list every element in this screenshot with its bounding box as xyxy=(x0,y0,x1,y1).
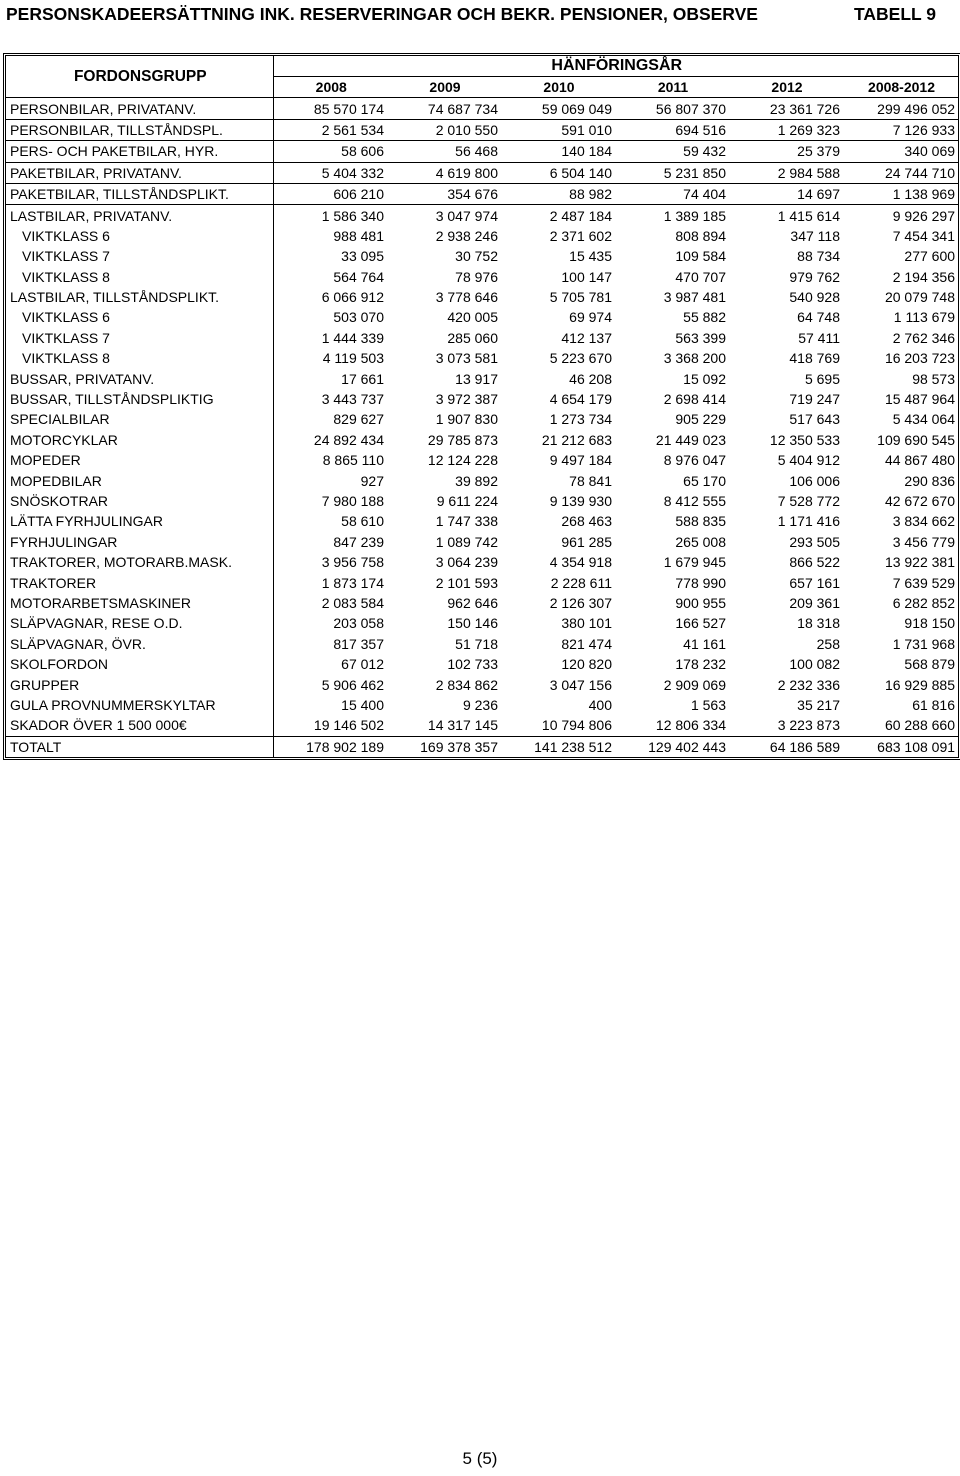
table-cell: 13 917 xyxy=(455,370,498,387)
claims-table xyxy=(6,56,958,757)
table-cell: 6 066 912 xyxy=(321,289,384,306)
table-cell: 2 487 184 xyxy=(549,207,612,224)
table-cell: 563 399 xyxy=(675,329,726,346)
table-cell: 1 113 679 xyxy=(893,309,956,326)
table-cell: 39 892 xyxy=(455,472,498,489)
row-label: MOTORCYKLAR xyxy=(6,430,273,450)
table-cell: 24 744 710 xyxy=(843,162,958,183)
table-cell: 9 139 930 xyxy=(549,493,612,509)
table-cell: 9 926 297 xyxy=(892,207,956,224)
table-row xyxy=(6,246,958,266)
column-header-year: 2009 xyxy=(387,77,501,98)
table-cell: 1 089 742 xyxy=(435,533,498,550)
table-cell: 57 411 xyxy=(798,329,840,346)
table-cell: 64 748 xyxy=(797,309,840,326)
table-cell: 2 083 584 xyxy=(321,594,384,611)
table-cell: 8 865 110 xyxy=(322,452,384,469)
table-cell: 258 xyxy=(816,635,840,652)
table-row xyxy=(6,226,958,246)
table-cell: 293 505 xyxy=(789,533,840,550)
table-cell: 140 184 xyxy=(501,141,615,162)
table-cell: 3 073 581 xyxy=(435,350,498,367)
table-cell: 18 318 xyxy=(797,615,840,632)
table-cell: 8 412 555 xyxy=(663,493,726,509)
table-row xyxy=(6,368,958,388)
table-cell: 150 146 xyxy=(447,615,498,632)
row-label: SKADOR ÖVER 1 500 000€ xyxy=(6,715,273,736)
table-row xyxy=(6,552,958,572)
row-label: MOPEDBILAR xyxy=(6,470,273,490)
table-cell: 918 150 xyxy=(904,615,956,632)
table-cell: 21 212 683 xyxy=(541,431,612,448)
row-label: SLÄPVAGNAR, ÖVR. xyxy=(6,634,273,654)
table-cell: 829 627 xyxy=(333,411,384,428)
table-cell: 821 474 xyxy=(561,635,612,652)
table-cell: 1 415 614 xyxy=(777,207,840,224)
row-label: VIKTKLASS 7 xyxy=(6,328,273,348)
table-cell: 23 361 726 xyxy=(729,98,843,119)
table-cell: 517 643 xyxy=(789,411,840,428)
total-cell: 129 402 443 xyxy=(615,736,729,757)
row-label: VIKTKLASS 6 xyxy=(6,226,273,246)
table-cell: 568 879 xyxy=(904,656,956,673)
table-cell: 3 778 646 xyxy=(435,289,498,306)
total-cell: 683 108 091 xyxy=(843,736,958,757)
table-row xyxy=(6,287,958,307)
table-cell: 1 269 323 xyxy=(729,119,843,140)
table-cell: 85 570 174 xyxy=(273,98,387,119)
table-row xyxy=(6,674,958,694)
table-row xyxy=(6,593,958,613)
total-label: TOTALT xyxy=(6,736,273,757)
table-cell: 6 504 140 xyxy=(501,162,615,183)
table-cell: 24 892 434 xyxy=(313,431,384,448)
table-cell: 2 984 588 xyxy=(729,162,843,183)
table-row xyxy=(6,654,958,674)
table-cell: 265 008 xyxy=(675,533,726,550)
table-cell: 3 064 239 xyxy=(435,554,498,571)
table-cell: 4 619 800 xyxy=(387,162,501,183)
table-row xyxy=(6,634,958,654)
table-cell: 1 563 xyxy=(690,696,726,713)
table-row xyxy=(6,267,958,287)
row-label: GRUPPER xyxy=(6,674,273,694)
row-label: TRAKTORER xyxy=(6,572,273,592)
table-cell: 7 639 529 xyxy=(892,574,956,591)
table-cell: 74 404 xyxy=(615,183,729,204)
table-body xyxy=(6,98,958,736)
table-row xyxy=(6,119,958,140)
column-header-year-group: HÄNFÖRINGSÅR xyxy=(551,57,683,74)
table-cell: 2 194 356 xyxy=(892,268,956,285)
table-cell: 8 976 047 xyxy=(663,452,726,469)
table-row xyxy=(6,98,958,119)
table-cell: 2 126 307 xyxy=(549,594,612,611)
table-cell: 14 697 xyxy=(729,183,843,204)
table-cell: 962 646 xyxy=(447,594,498,611)
table-cell: 3 047 156 xyxy=(549,676,612,693)
table-cell: 51 718 xyxy=(455,635,498,652)
table-cell: 7 454 341 xyxy=(892,227,956,244)
table-cell: 1 907 830 xyxy=(435,411,498,428)
table-cell: 2 938 246 xyxy=(435,227,498,244)
table-cell: 470 707 xyxy=(675,268,726,285)
table-cell: 9 611 224 xyxy=(436,493,498,509)
row-label: VIKTKLASS 6 xyxy=(6,307,273,327)
table-cell: 16 929 885 xyxy=(884,676,956,693)
table-cell: 847 239 xyxy=(333,533,384,550)
table-cell: 5 705 781 xyxy=(549,289,612,306)
table-cell: 5 223 670 xyxy=(549,350,612,367)
table-cell: 412 137 xyxy=(561,329,612,346)
table-cell: 61 816 xyxy=(912,696,956,713)
page-header xyxy=(6,2,956,26)
table-cell: 418 769 xyxy=(789,350,840,367)
table-cell: 694 516 xyxy=(615,119,729,140)
total-cell: 141 238 512 xyxy=(501,736,615,757)
table-cell: 78 976 xyxy=(455,268,498,285)
table-cell: 6 282 852 xyxy=(892,594,956,611)
table-cell: 979 762 xyxy=(789,268,840,285)
table-cell: 1 586 340 xyxy=(321,207,384,224)
table-cell: 503 070 xyxy=(333,309,384,326)
table-cell: 2 561 534 xyxy=(273,119,387,140)
table-cell: 69 974 xyxy=(569,309,612,326)
table-cell: 7 126 933 xyxy=(843,119,958,140)
table-cell: 3 956 758 xyxy=(321,554,384,571)
table-cell: 290 836 xyxy=(904,472,956,489)
table-row xyxy=(6,205,958,226)
table-cell: 4 654 179 xyxy=(549,391,612,408)
row-label: MOTORARBETSMASKINER xyxy=(6,593,273,613)
table-cell: 209 361 xyxy=(789,594,840,611)
table-cell: 3 368 200 xyxy=(663,350,726,367)
header-row-1 xyxy=(6,56,958,77)
table-cell: 4 119 503 xyxy=(322,350,384,367)
table-cell: 29 785 873 xyxy=(427,431,498,448)
total-cell: 169 378 357 xyxy=(387,736,501,757)
table-cell: 1 747 338 xyxy=(435,513,498,530)
row-label: SLÄPVAGNAR, RESE O.D. xyxy=(6,613,273,633)
table-cell: 277 600 xyxy=(904,248,956,265)
table-cell: 15 400 xyxy=(341,696,384,713)
table-cell: 1 138 969 xyxy=(843,183,958,204)
table-cell: 74 687 734 xyxy=(387,98,501,119)
table-cell: 354 676 xyxy=(387,183,501,204)
table-cell: 19 146 502 xyxy=(313,717,384,734)
table-cell: 4 354 918 xyxy=(549,554,612,571)
table-row xyxy=(6,572,958,592)
row-label: PAKETBILAR, TILLSTÅNDSPLIKT. xyxy=(6,183,273,204)
table-cell: 591 010 xyxy=(501,119,615,140)
table-cell: 340 069 xyxy=(843,141,958,162)
table-cell: 88 982 xyxy=(501,183,615,204)
table-cell: 3 456 779 xyxy=(892,533,956,550)
table-cell: 109 690 545 xyxy=(877,431,956,448)
table-row xyxy=(6,695,958,715)
table-cell: 564 764 xyxy=(333,268,384,285)
table-cell: 927 xyxy=(360,472,384,489)
total-cell: 178 902 189 xyxy=(273,736,387,757)
table-cell: 100 147 xyxy=(561,268,612,285)
table-cell: 55 882 xyxy=(683,309,726,326)
table-cell: 988 481 xyxy=(333,227,384,244)
table-cell: 12 350 533 xyxy=(769,431,840,448)
table-row xyxy=(6,348,958,368)
table-cell: 285 060 xyxy=(447,329,498,346)
table-row xyxy=(6,511,958,531)
page-title: PERSONSKADEERSÄTTNING INK. RESERVERINGAR OCH BEKR. PENSIONER, OBSERVE xyxy=(6,4,758,24)
table-cell: 9 497 184 xyxy=(549,452,612,469)
table-cell: 808 894 xyxy=(675,227,726,244)
table-row xyxy=(6,389,958,409)
row-label: VIKTKLASS 8 xyxy=(6,267,273,287)
table-cell: 46 208 xyxy=(569,370,612,387)
table-cell: 5 404 332 xyxy=(273,162,387,183)
table-cell: 20 079 748 xyxy=(884,289,956,306)
table-cell: 33 095 xyxy=(341,248,384,265)
table-cell: 866 522 xyxy=(789,554,840,571)
table-cell: 106 006 xyxy=(789,472,840,489)
table-cell: 109 584 xyxy=(675,248,726,265)
table-cell: 12 124 228 xyxy=(427,452,498,469)
table-cell: 42 672 670 xyxy=(884,493,956,509)
row-label: SNÖSKOTRAR xyxy=(6,491,273,511)
table-cell: 1 389 185 xyxy=(663,207,726,224)
table-cell: 67 012 xyxy=(341,656,384,673)
row-label: BUSSAR, TILLSTÅNDSPLIKTIG xyxy=(6,389,273,409)
table-cell: 12 806 334 xyxy=(655,717,726,734)
table-row xyxy=(6,470,958,490)
table-cell: 299 496 052 xyxy=(843,98,958,119)
table-row xyxy=(6,532,958,552)
table-cell: 1 273 734 xyxy=(549,411,612,428)
table-cell: 3 223 873 xyxy=(777,717,840,734)
table-cell: 35 217 xyxy=(797,696,840,713)
table-cell: 2 834 862 xyxy=(435,676,498,693)
table-row xyxy=(6,162,958,183)
table-row xyxy=(6,183,958,204)
table-label: TABELL 9 xyxy=(854,4,936,24)
row-label: PERSONBILAR, TILLSTÅNDSPL. xyxy=(6,119,273,140)
row-label: TRAKTORER, MOTORARB.MASK. xyxy=(6,552,273,572)
table-cell: 56 807 370 xyxy=(615,98,729,119)
table-cell: 58 610 xyxy=(341,513,384,530)
row-label: BUSSAR, PRIVATANV. xyxy=(6,368,273,388)
table-cell: 25 379 xyxy=(729,141,843,162)
table-cell: 56 468 xyxy=(387,141,501,162)
row-label: LASTBILAR, PRIVATANV. xyxy=(6,205,273,226)
table-cell: 3 047 974 xyxy=(435,207,498,224)
column-header-year: 2012 xyxy=(729,77,843,98)
table-cell: 380 101 xyxy=(561,615,612,632)
table-cell: 606 210 xyxy=(273,183,387,204)
table-cell: 719 247 xyxy=(789,391,840,408)
table-cell: 3 834 662 xyxy=(892,513,956,530)
table-cell: 21 449 023 xyxy=(655,431,726,448)
row-label: VIKTKLASS 8 xyxy=(6,348,273,368)
column-header-year: 2008 xyxy=(273,77,387,98)
total-row xyxy=(6,736,958,757)
table-cell: 2 228 611 xyxy=(550,574,612,591)
table-cell: 65 170 xyxy=(683,472,726,489)
table-cell: 2 010 550 xyxy=(387,119,501,140)
table-cell: 16 203 723 xyxy=(884,350,956,367)
table-cell: 400 xyxy=(588,696,612,713)
column-header-group: FORDONSGRUPP xyxy=(6,56,273,98)
table-cell: 7 980 188 xyxy=(321,493,384,509)
row-label: PAKETBILAR, PRIVATANV. xyxy=(6,162,273,183)
table-row xyxy=(6,613,958,633)
table-cell: 15 487 964 xyxy=(884,391,956,408)
table-cell: 961 285 xyxy=(561,533,612,550)
table-cell: 44 867 480 xyxy=(884,452,956,469)
table-cell: 900 955 xyxy=(675,594,726,611)
table-cell: 2 909 069 xyxy=(663,676,726,693)
table-cell: 15 435 xyxy=(569,248,612,265)
table-row xyxy=(6,715,958,736)
table-row xyxy=(6,141,958,162)
table-cell: 347 118 xyxy=(790,227,840,244)
table-cell: 2 698 414 xyxy=(663,391,726,408)
table-row xyxy=(6,450,958,470)
table-cell: 1 731 968 xyxy=(892,635,956,652)
table-cell: 5 231 850 xyxy=(615,162,729,183)
column-header-total-period: 2008-2012 xyxy=(843,77,958,98)
table-cell: 58 606 xyxy=(273,141,387,162)
total-cell: 64 186 589 xyxy=(729,736,843,757)
table-cell: 2 232 336 xyxy=(777,676,840,693)
row-label: LÄTTA FYRHJULINGAR xyxy=(6,511,273,531)
row-label: PERS- OCH PAKETBILAR, HYR. xyxy=(6,141,273,162)
table-cell: 268 463 xyxy=(561,513,612,530)
table-cell: 98 573 xyxy=(912,370,956,387)
table-cell: 588 835 xyxy=(675,513,726,530)
column-header-year: 2011 xyxy=(615,77,729,98)
table-cell: 1 873 174 xyxy=(321,574,384,591)
table-cell: 9 236 xyxy=(462,696,498,713)
table-cell: 1 444 339 xyxy=(321,329,384,346)
table-row xyxy=(6,430,958,450)
table-cell: 203 058 xyxy=(333,615,384,632)
table-cell: 1 679 945 xyxy=(663,554,726,571)
row-label: PERSONBILAR, PRIVATANV. xyxy=(6,98,273,119)
table-row xyxy=(6,409,958,429)
table-cell: 3 443 737 xyxy=(321,391,384,408)
table-row xyxy=(6,328,958,348)
table-cell: 14 317 145 xyxy=(427,717,498,734)
table-cell: 30 752 xyxy=(455,248,498,265)
row-label: SPECIALBILAR xyxy=(6,409,273,429)
table-cell: 905 229 xyxy=(675,411,726,428)
page-number: 5 (5) xyxy=(462,1449,498,1468)
table-cell: 540 928 xyxy=(789,289,840,306)
row-label: LASTBILAR, TILLSTÅNDSPLIKT. xyxy=(6,287,273,307)
table-cell: 178 232 xyxy=(675,656,726,673)
table-cell: 2 762 346 xyxy=(892,329,956,346)
table-cell: 5 695 xyxy=(804,370,840,387)
table-cell: 17 661 xyxy=(341,370,384,387)
row-label: SKOLFORDON xyxy=(6,654,273,674)
table-cell: 5 404 912 xyxy=(777,452,840,469)
table-cell: 2 371 602 xyxy=(549,227,612,244)
row-label: GULA PROVNUMMERSKYLTAR xyxy=(6,695,273,715)
table-row xyxy=(6,491,958,511)
table-cell: 778 990 xyxy=(675,574,726,591)
table-cell: 100 082 xyxy=(789,656,840,673)
table-cell: 3 972 387 xyxy=(435,391,498,408)
table-cell: 120 820 xyxy=(561,656,612,673)
table-cell: 817 357 xyxy=(333,635,384,652)
table-cell: 420 005 xyxy=(447,309,498,326)
table-cell: 2 101 593 xyxy=(435,574,498,591)
data-table-frame xyxy=(3,53,960,760)
table-row xyxy=(6,307,958,327)
table-cell: 7 528 772 xyxy=(777,493,840,509)
table-cell: 1 171 416 xyxy=(777,513,840,530)
table-cell: 41 161 xyxy=(683,635,726,652)
table-cell: 59 069 049 xyxy=(501,98,615,119)
table-cell: 13 922 381 xyxy=(884,554,956,571)
table-cell: 78 841 xyxy=(569,472,612,489)
table-cell: 10 794 806 xyxy=(541,717,612,734)
table-cell: 5 434 064 xyxy=(892,411,956,428)
table-cell: 102 733 xyxy=(447,656,498,673)
table-cell: 657 161 xyxy=(789,574,840,591)
column-header-year: 2010 xyxy=(501,77,615,98)
row-label: VIKTKLASS 7 xyxy=(6,246,273,266)
row-label: FYRHJULINGAR xyxy=(6,532,273,552)
table-cell: 5 906 462 xyxy=(321,676,384,693)
table-cell: 166 527 xyxy=(675,615,726,632)
table-cell: 15 092 xyxy=(683,370,726,387)
table-cell: 59 432 xyxy=(615,141,729,162)
table-cell: 60 288 660 xyxy=(884,717,956,734)
table-cell: 3 987 481 xyxy=(663,289,726,306)
row-label: MOPEDER xyxy=(6,450,273,470)
table-cell: 88 734 xyxy=(797,248,840,265)
